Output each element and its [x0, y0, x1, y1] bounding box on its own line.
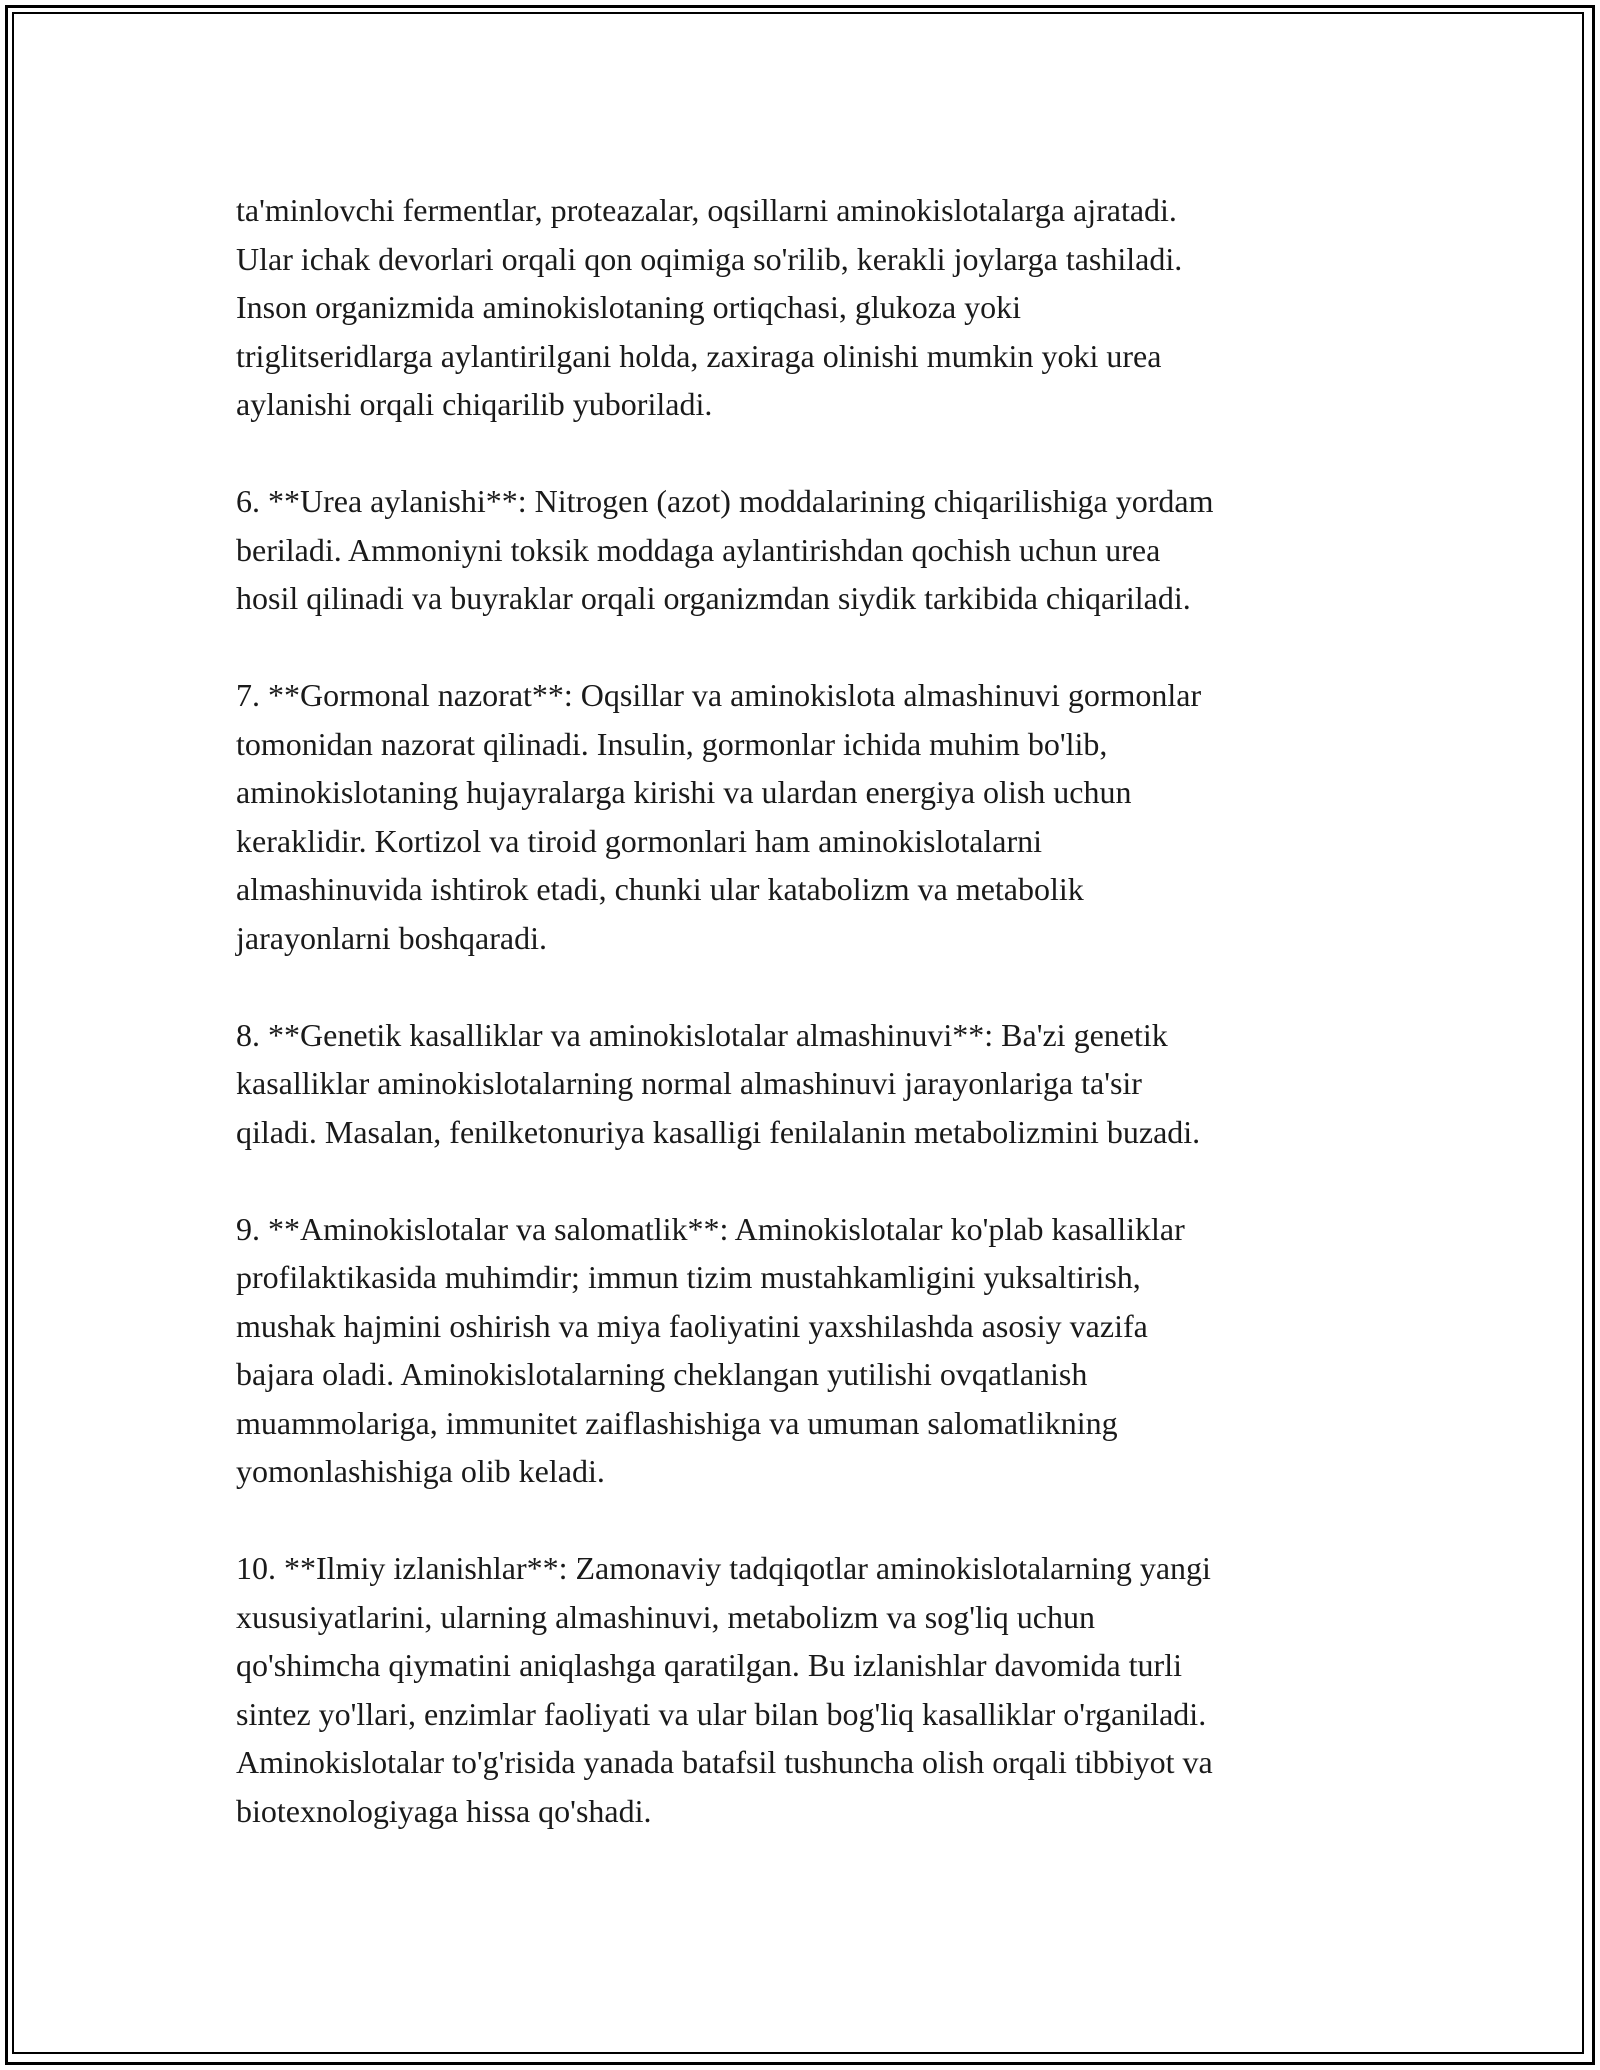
paragraph-urea-cycle: 6. **Urea aylanishi**: Nitrogen (azot) moddalarining chiqarilishiga yordam beriladi. Ammoniyni toksik moddaga aylantirishdan qochish uchun urea hosil qilinadi va buyraklar orqali organizmdan siydik tarkibida chiqariladi. — [236, 483, 1214, 616]
paragraph-health: 9. **Aminokislotalar va salomatlik**: Aminokislotalar ko'plab kasalliklar profilaktikasida muhimdir; immun tizim mustahkamligini yuksaltirish, mushak hajmini oshirish va miya faoliyatini yaxshilashda asosiy vazifa bajara oladi. Aminokislotalarning cheklangan yutilishi ovqatlanish muammolariga, immunitet zaiflashishiga va umuman salomatlikning yomonlashishiga olib keladi. — [236, 1210, 1185, 1489]
document-body — [236, 186, 1366, 1884]
paragraph-hormonal-control: 7. **Gormonal nazorat**: Oqsillar va aminokislota almashinuvi gormonlar tomonidan nazorat qilinadi. Insulin, gormonlar ichida muhim bo'lib, aminokislotaning hujayralarga kirishi va ulardan energiya olish uchun keraklidir. Kortizol va tiroid gormonlari ham aminokislotalarni almashinuvida ishtirok etadi, chunki ular katabolizm va metabolik jarayonlarni boshqaradi. — [236, 677, 1202, 956]
paragraph-research: 10. **Ilmiy izlanishlar**: Zamonaviy tadqiqotlar aminokislotalarning yangi xususiyatlarini, ularning almashinuvi, metabolizm va sog'liq uchun qo'shimcha qiymatini aniqlashga qaratilgan. Bu izlanishlar davomida turli sintez yo'llari, enzimlar faoliyati va ular bilan bog'liq kasalliklar o'rganiladi. Aminokislotalar to'g'risida yanada batafsil tushuncha olish orqali tibbiyot va biotexnologiyaga hissa qo'shadi. — [236, 1550, 1213, 1829]
paragraph-continuation: ta'minlovchi fermentlar, proteazalar, oqsillarni aminokislotalarga ajratadi. Ular ichak devorlari orqali qon oqimiga so'rilib, kerakli joylarga tashiladi. Inson organizmida aminokislotaning ortiqchasi, glukoza yoki triglitseridlarga aylantirilgani holda, zaxiraga olinishi mumkin yoki urea aylanishi orqali chiqarilib yuboriladi. — [236, 192, 1183, 422]
paragraph-genetic-diseases: 8. **Genetik kasalliklar va aminokislotalar almashinuvi**: Ba'zi genetik kasalliklar aminokislotalarning normal almashinuvi jarayonlariga ta'sir qiladi. Masalan, fenilketonuriya kasalligi fenilalanin metabolizmini buzadi. — [236, 1016, 1201, 1150]
